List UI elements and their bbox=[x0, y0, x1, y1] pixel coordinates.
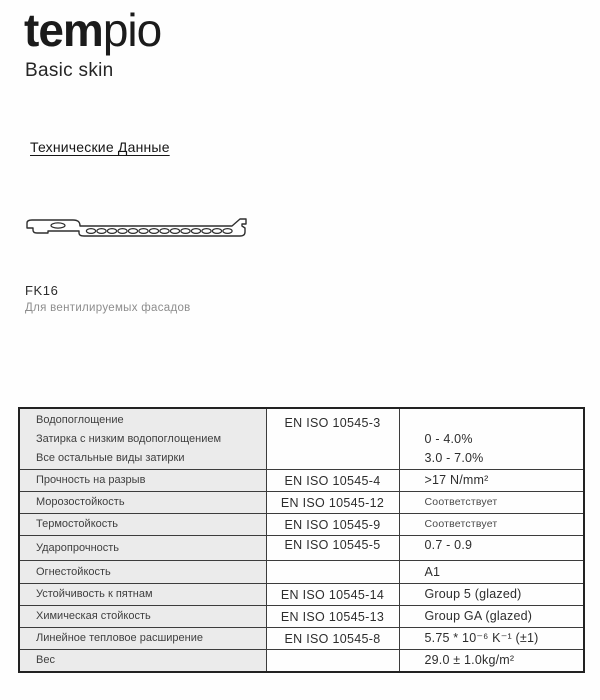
product-line-subtitle: Basic skin bbox=[25, 60, 114, 81]
spec-row bbox=[19, 561, 584, 584]
standard-cell bbox=[266, 650, 399, 673]
property-label-cell: Термостойкость bbox=[19, 514, 266, 536]
spec-row bbox=[19, 584, 584, 606]
standard-cell: EN ISO 10545-12 bbox=[266, 492, 399, 514]
value-cell: >17 N/mm² bbox=[399, 470, 584, 492]
spec-row bbox=[19, 628, 584, 650]
standard-cell: EN ISO 10545-14 bbox=[266, 584, 399, 606]
standard-cell: EN ISO 10545-4 bbox=[266, 470, 399, 492]
panel-cross-section-icon bbox=[20, 212, 252, 244]
technical-data-table bbox=[18, 407, 585, 673]
standard-cell: EN ISO 10545-13 bbox=[266, 606, 399, 628]
product-description: Для вентилируемых фасадов bbox=[25, 302, 191, 314]
property-label-cell: Морозостойкость bbox=[19, 492, 266, 514]
product-code: FK16 bbox=[25, 283, 59, 298]
value-cell: A1 bbox=[399, 561, 584, 584]
property-label-cell: Химическая стойкость bbox=[19, 606, 266, 628]
property-label-cell: Устойчивость к пятнам bbox=[19, 584, 266, 606]
brand-logo bbox=[24, 6, 161, 54]
value-cell: 29.0 ± 1.0kg/m² bbox=[399, 650, 584, 673]
spec-row bbox=[19, 492, 584, 514]
value-cell: 0 - 4.0% 3.0 - 7.0% bbox=[399, 408, 584, 470]
value-cell: Соответствует bbox=[399, 514, 584, 536]
spec-row bbox=[19, 536, 584, 561]
standard-cell: EN ISO 10545-5 bbox=[266, 536, 399, 561]
brand-logo-light: pio bbox=[102, 4, 162, 56]
spec-row bbox=[19, 606, 584, 628]
value-cell: Соответствует bbox=[399, 492, 584, 514]
brand-logo-bold: tem bbox=[24, 4, 103, 56]
property-label-cell: Водопоглощение Затирка с низким водопоглощением Все остальные виды затирки bbox=[19, 408, 266, 470]
standard-cell: EN ISO 10545-8 bbox=[266, 628, 399, 650]
value-cell: 5.75 * 10⁻⁶ K⁻¹ (±1) bbox=[399, 628, 584, 650]
property-label-cell: Линейное тепловое расширение bbox=[19, 628, 266, 650]
spec-row bbox=[19, 408, 584, 470]
value-cell: Group 5 (glazed) bbox=[399, 584, 584, 606]
value-cell: 0.7 - 0.9 bbox=[399, 536, 584, 561]
spec-row bbox=[19, 650, 584, 673]
property-label-cell: Огнестойкость bbox=[19, 561, 266, 584]
property-label-cell: Вес bbox=[19, 650, 266, 673]
standard-cell: EN ISO 10545-3 bbox=[266, 408, 399, 470]
technical-data-heading: Технические Данные bbox=[30, 139, 170, 155]
spec-row bbox=[19, 514, 584, 536]
property-label-cell: Прочность на разрыв bbox=[19, 470, 266, 492]
standard-cell bbox=[266, 561, 399, 584]
value-cell: Group GA (glazed) bbox=[399, 606, 584, 628]
standard-cell: EN ISO 10545-9 bbox=[266, 514, 399, 536]
property-label-cell: Ударопрочность bbox=[19, 536, 266, 561]
spec-row bbox=[19, 470, 584, 492]
